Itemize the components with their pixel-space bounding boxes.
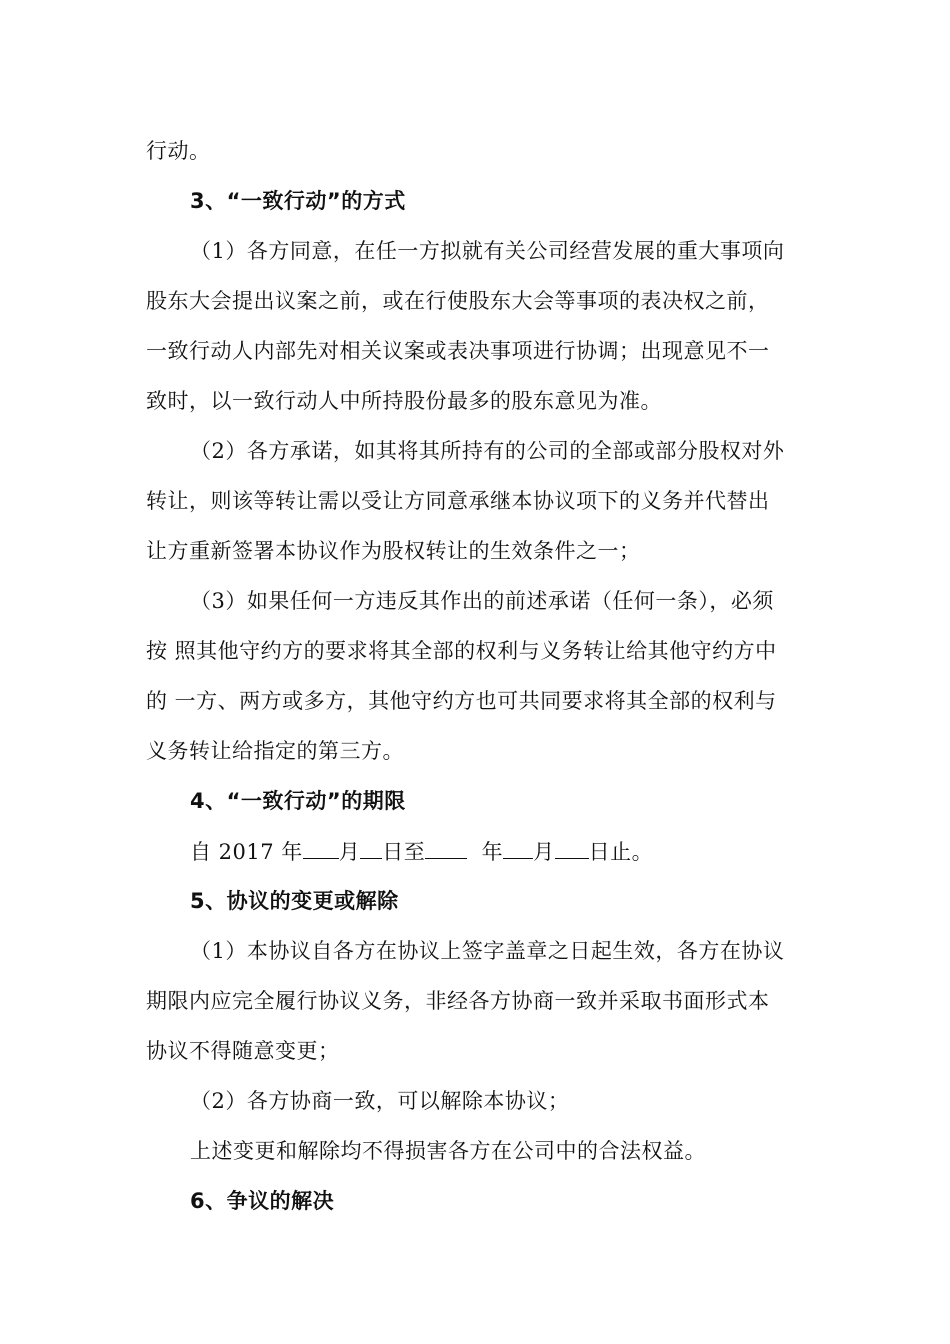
year-blank-2 — [425, 836, 467, 859]
s3-p1-line-2: 股东大会提出议案之前，或在行使股东大会等事项的表决权之前， — [146, 289, 770, 313]
s3-p1-line-1: （1）各方同意，在任一方拟就有关公司经营发展的重大事项向 — [190, 239, 785, 263]
term-month-2: 月 — [533, 840, 555, 864]
s3-p3-line-4: 义务转让给指定的第三方。 — [146, 739, 404, 763]
section-4-heading: 4、“一致行动”的期限 — [190, 789, 406, 813]
s3-p2-line-2: 转让，则该等转让需以受让方同意承继本协议项下的义务并代替出 — [146, 489, 770, 513]
section-6-heading: 6、争议的解决 — [190, 1189, 335, 1213]
s3-p3-line-2: 按 照其他守约方的要求将其全部的权利与义务转让给其他守约方中 — [146, 639, 777, 663]
s3-p2-line-3: 让方重新签署本协议作为股权转让的生效条件之一； — [146, 539, 641, 563]
day-blank-1 — [360, 836, 382, 859]
s3-p1-line-3: 一致行动人内部先对相关议案或表决事项进行协调；出现意见不一 — [146, 339, 770, 363]
s3-p1-line-4: 致时，以一致行动人中所持股份最多的股东意见为准。 — [146, 389, 662, 413]
s3-p2-line-1: （2）各方承诺，如其将其所持有的公司的全部或部分股权对外 — [190, 439, 785, 463]
s3-p3-line-1: （3）如果任何一方违反其作出的前述承诺（任何一条），必须 — [190, 589, 774, 613]
term-month-1: 月 — [338, 840, 361, 864]
s5-p3-line-1: 上述变更和解除均不得损害各方在公司中的合法权益。 — [190, 1139, 706, 1163]
term-day-1: 日至 — [382, 840, 426, 864]
term-prefix: 自 2017 年 — [190, 840, 303, 864]
month-blank-2 — [503, 836, 533, 859]
day-blank-2 — [555, 836, 589, 859]
s5-p1-line-1: （1）本协议自各方在协议上签字盖章之日起生效，各方在协议 — [190, 939, 785, 963]
s5-p1-line-3: 协议不得随意变更； — [146, 1039, 340, 1063]
term-year-2: 年 — [481, 840, 504, 864]
term-day-2: 日止。 — [588, 840, 654, 864]
s5-p1-line-2: 期限内应完全履行协议义务，非经各方协商一致并采取书面形式本 — [146, 989, 770, 1013]
term-line — [190, 836, 830, 866]
s5-p2-line-1: （2）各方协商一致，可以解除本协议； — [190, 1089, 570, 1113]
intro-end-text: 行动。 — [146, 139, 211, 163]
section-5-heading: 5、协议的变更或解除 — [190, 889, 399, 913]
section-3-heading: 3、“一致行动”的方式 — [190, 189, 406, 213]
month-blank-1 — [303, 836, 339, 859]
s3-p3-line-3: 的 一方、两方或多方，其他守约方也可共同要求将其全部的权利与 — [146, 689, 777, 713]
